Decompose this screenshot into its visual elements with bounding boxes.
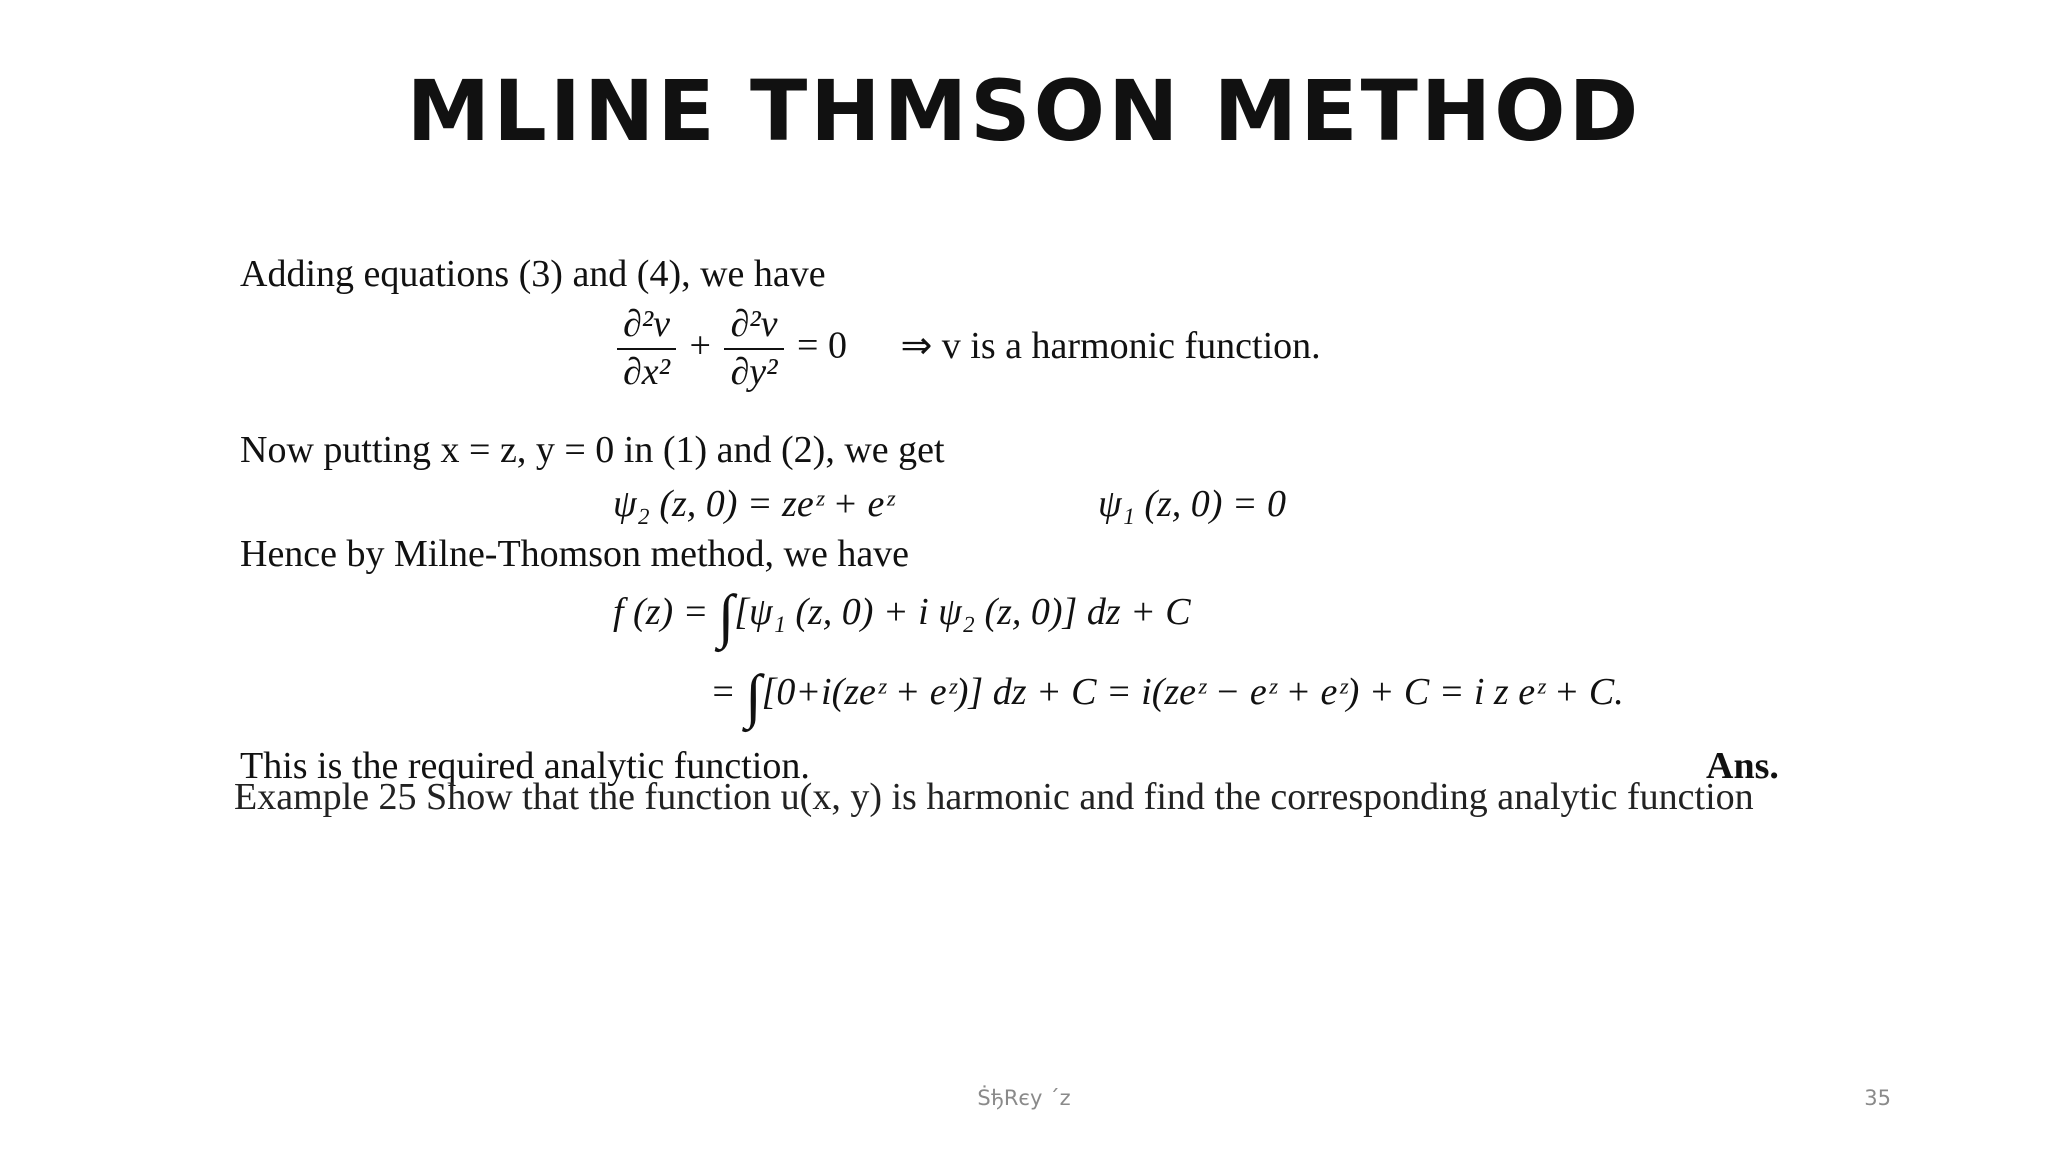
text-line-putting: Now putting x = z, y = 0 in (1) and (2), we get <box>240 429 945 471</box>
text-line-conclusion: This is the required analytic function. <box>240 745 810 787</box>
psi2-equation: ψ₂ (z, 0) = zeᶻ + eᶻ <box>613 483 894 525</box>
equation-lhs: = <box>710 671 746 713</box>
fraction-numerator: ∂²v <box>617 304 676 350</box>
plus-sign: + <box>689 324 711 367</box>
fraction-denominator: ∂y² <box>730 350 778 393</box>
integral-sign: ∫ <box>717 583 735 649</box>
equals-zero: = 0 <box>797 324 847 367</box>
result-equation <box>710 663 1624 729</box>
cropped-next-line <box>234 776 1794 818</box>
answer-label: Ans. <box>1706 745 1779 787</box>
fraction-d2v-dy2 <box>724 304 783 394</box>
milne-thomson-equation <box>613 583 1191 649</box>
equation-rhs: [0+i(zeᶻ + eᶻ)] dz + C = i(zeᶻ − eᶻ + eᶻ) + C = i z eᶻ + C. <box>761 671 1624 713</box>
page-number: 35 <box>1864 1086 1891 1110</box>
footer-author: ṠђRєу ˊᴢ <box>977 1086 1071 1110</box>
equation-lhs: f (z) = <box>613 591 718 633</box>
equation-rhs: [ψ₁ (z, 0) + i ψ₂ (z, 0)] dz + C <box>734 591 1191 633</box>
equation-image <box>234 240 1818 818</box>
fraction-denominator: ∂x² <box>623 350 671 393</box>
text-line-adding: Adding equations (3) and (4), we have <box>240 253 826 295</box>
laplace-equation <box>613 304 1321 394</box>
cropped-text: Example 25 Show that the function u(x, y) is harmonic and find the corresponding analytic function <box>234 776 1754 818</box>
text-line-hence: Hence by Milne-Thomson method, we have <box>240 533 910 575</box>
fraction-d2v-dx2 <box>617 304 676 394</box>
harmonic-note: ⇒ v is a harmonic function. <box>900 324 1321 367</box>
psi1-equation: ψ₁ (z, 0) = 0 <box>1098 483 1287 525</box>
fraction-numerator: ∂²v <box>724 304 783 350</box>
slide-title: MLINE THMSON METHOD <box>406 62 1642 160</box>
integral-sign: ∫ <box>745 663 762 729</box>
